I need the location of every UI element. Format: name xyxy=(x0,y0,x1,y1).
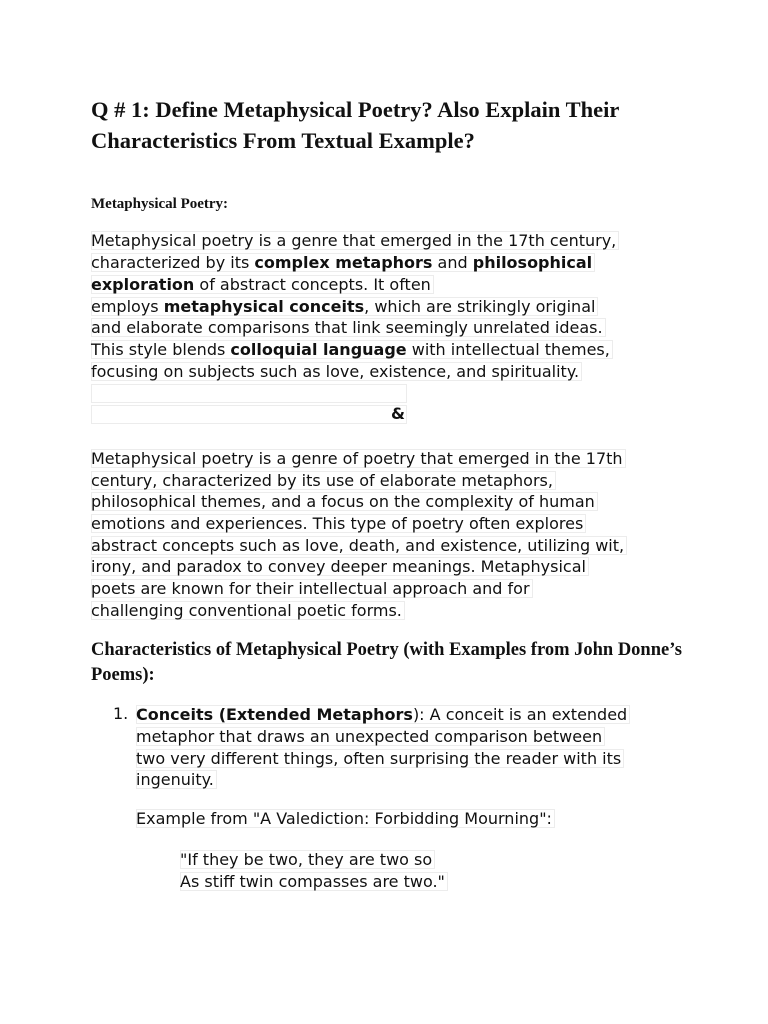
para1-text-run xyxy=(91,297,598,316)
list-line xyxy=(136,748,624,770)
para2-text: century, characterized by its use of elaborate metaphors, xyxy=(91,471,556,490)
para1-text: employs xyxy=(91,297,164,316)
para1-line xyxy=(91,339,613,361)
emphasis-metaphysical-conceits: metaphysical conceits xyxy=(163,297,365,316)
example-intro-text: Example from "A Valediction: Forbidding Mourning": xyxy=(136,809,555,828)
blank-line xyxy=(91,384,407,403)
para1-text: of abstract concepts. It often xyxy=(194,275,431,294)
quote-text: As stiff twin compasses are two." xyxy=(180,872,448,891)
question-title: Q # 1: Define Metaphysical Poetry? Also Explain Their Characteristics From Textual Example? xyxy=(91,97,619,153)
ampersand-separator: & xyxy=(391,404,405,423)
example-intro xyxy=(136,808,555,830)
characteristics-heading: Characteristics of Metaphysical Poetry (with Examples from John Donne’s Poems): xyxy=(91,640,682,685)
blank-line xyxy=(91,405,407,424)
para1-line xyxy=(91,252,595,274)
emphasis-philosophical: philosophical xyxy=(472,253,593,272)
list-text: ): A conceit is an extended xyxy=(412,705,628,724)
para1-text-run xyxy=(91,253,595,272)
para2-line xyxy=(91,513,586,535)
para2-text: challenging conventional poetic forms. xyxy=(91,601,405,620)
para2-text: Metaphysical poetry is a genre of poetry that emerged in the 17th xyxy=(91,449,626,468)
emphasis-conceits: Conceits (Extended Metaphors xyxy=(136,705,413,724)
emphasis-exploration: exploration xyxy=(91,275,195,294)
para1-text-run xyxy=(91,275,434,294)
quote-line xyxy=(180,849,435,871)
para1-text: , which are strikingly original xyxy=(364,297,596,316)
list-number: 1. xyxy=(113,704,129,723)
para1-line xyxy=(91,317,606,339)
para2-line xyxy=(91,556,589,578)
para1-text: and elaborate comparisons that link seemingly unrelated ideas. xyxy=(91,318,606,337)
list-text: two very different things, often surprising the reader with its xyxy=(136,749,624,768)
para2-line xyxy=(91,491,598,513)
list-line xyxy=(136,704,630,726)
para2-line xyxy=(91,470,556,492)
para1-text: This style blends xyxy=(91,340,231,359)
para2-line xyxy=(91,600,405,622)
para2-text: abstract concepts such as love, death, and existence, utilizing wit, xyxy=(91,536,627,555)
para1-text: Metaphysical poetry is a genre that emerged in the 17th century, xyxy=(91,231,619,250)
list-text: metaphor that draws an unexpected comparison between xyxy=(136,727,605,746)
emphasis-colloquial-language: colloquial language xyxy=(230,340,407,359)
subheading-metaphysical-poetry: Metaphysical Poetry: xyxy=(91,196,229,212)
para1-line xyxy=(91,274,434,296)
list-text: ingenuity. xyxy=(136,770,217,789)
para1-line xyxy=(91,296,598,318)
quote-text: "If they be two, they are two so xyxy=(180,850,435,869)
para1-text: characterized by its xyxy=(91,253,255,272)
para2-text: emotions and experiences. This type of poetry often explores xyxy=(91,514,586,533)
para2-text: irony, and paradox to convey deeper meanings. Metaphysical xyxy=(91,557,589,576)
list-text-run xyxy=(136,705,630,724)
para2-text: poets are known for their intellectual approach and for xyxy=(91,579,533,598)
para1-text: focusing on subjects such as love, existence, and spirituality. xyxy=(91,362,582,381)
para2-line xyxy=(91,535,627,557)
emphasis-complex-metaphors: complex metaphors xyxy=(254,253,433,272)
para2-text: philosophical themes, and a focus on the complexity of human xyxy=(91,492,598,511)
list-line xyxy=(136,726,605,748)
list-line xyxy=(136,769,217,791)
quote-line xyxy=(180,871,448,893)
para1-text: and xyxy=(432,253,473,272)
para1-line xyxy=(91,361,582,383)
para2-line xyxy=(91,448,626,470)
para2-line xyxy=(91,578,533,600)
para1-text: with intellectual themes, xyxy=(406,340,610,359)
para1-text-run xyxy=(91,340,613,359)
para1-line xyxy=(91,230,619,252)
